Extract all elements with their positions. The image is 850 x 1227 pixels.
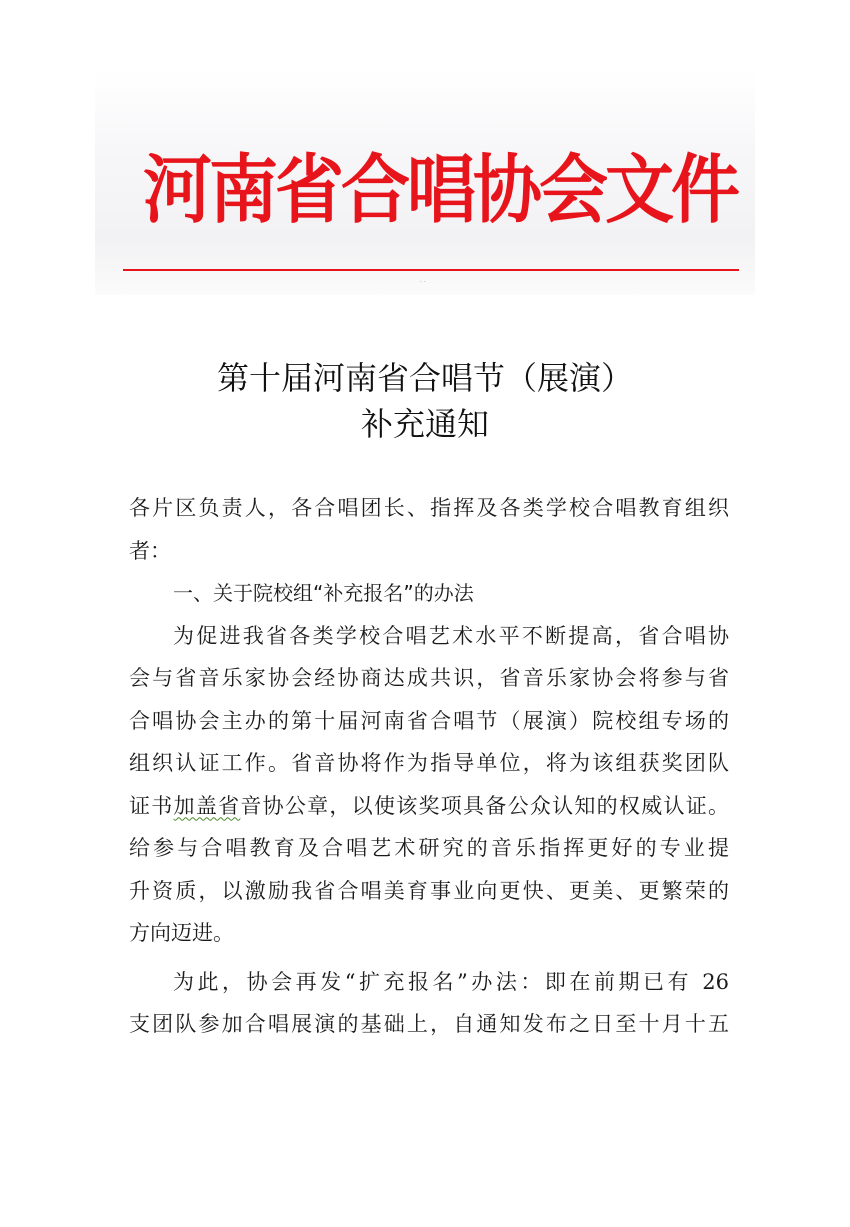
para1-line-7: 升资质，以激励我省合唱美育事业向更快、更美、更繁荣的: [129, 878, 729, 903]
document-title-line-1: 第十届河南省合唱节（展演）: [216, 359, 633, 397]
para1-line-5-end: 音协公章，以使该奖项具备公众认知的权威认证。: [240, 793, 730, 818]
para1-line-6: 给参与合唱教育及合唱艺术研究的音乐指挥更好的专业提: [129, 836, 729, 860]
para1-line-5: [129, 785, 729, 828]
para1-line-1: 为促进我省各类学校合唱艺术水平不断提高，省合唱协: [173, 623, 729, 648]
para1-line-8: 方向迈进。: [129, 921, 234, 945]
rule-mark: · ·: [420, 279, 426, 286]
para1-line-5-flagged-text: 加盖省: [173, 793, 241, 818]
masthead-title: 河南省合唱协会文件: [143, 145, 737, 234]
para2-line-1: 为此，协会再发“扩充报名”办法：即在前期已有 26: [173, 969, 729, 994]
salutation-line-1: 各片区负责人，各合唱团长、指挥及各类学校合唱教育组织: [129, 496, 729, 520]
para2-line-2: 支团队参加合唱展演的基础上，自通知发布之日至十月十五: [129, 1012, 729, 1036]
masthead-red-rule: [123, 269, 739, 271]
salutation-line-2: 者：: [129, 538, 171, 563]
section-1-heading: 一、关于院校组“补充报名”的办法: [173, 581, 474, 605]
document-body: [129, 487, 729, 1046]
document-title-line-2: 补充通知: [360, 405, 489, 443]
para1-line-5-start: 证书: [129, 793, 174, 818]
para1-line-4: 组织认证工作。省音协将作为指导单位，将为该组获奖团队: [129, 751, 729, 775]
para1-line-3: 合唱协会主办的第十届河南省合唱节（展演）院校组专场的: [129, 708, 729, 733]
para1-line-2: 会与省音乐家协会经协商达成共识，省音乐家协会将参与省: [129, 666, 729, 690]
